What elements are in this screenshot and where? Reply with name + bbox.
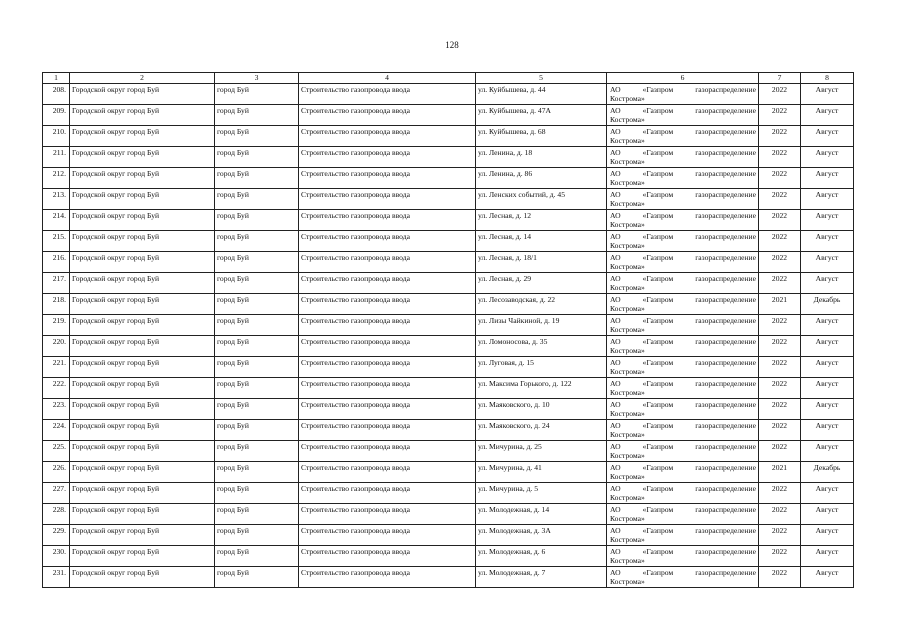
month-cell: Август (801, 126, 854, 147)
month-cell: Август (801, 315, 854, 336)
month-cell: Август (801, 84, 854, 105)
row-number-cell: 229. (43, 525, 70, 546)
district-cell: Городской округ город Буй (70, 252, 215, 273)
district-cell: Городской округ город Буй (70, 378, 215, 399)
district-cell: Городской округ город Буй (70, 567, 215, 588)
header-cell: 6 (607, 73, 759, 84)
work-type-cell: Строительство газопровода ввода (299, 357, 476, 378)
locality-cell: город Буй (215, 147, 299, 168)
organization-cell: АО «Газпром газораспределение Кострома» (607, 357, 759, 378)
table-row (43, 210, 854, 231)
address-cell: ул. Луговая, д. 15 (476, 357, 607, 378)
row-number-cell: 214. (43, 210, 70, 231)
organization-cell: АО «Газпром газораспределение Кострома» (607, 147, 759, 168)
year-cell: 2022 (759, 168, 801, 189)
row-number-cell: 218. (43, 294, 70, 315)
district-cell: Городской округ город Буй (70, 189, 215, 210)
locality-cell: город Буй (215, 525, 299, 546)
district-cell: Городской округ город Буй (70, 105, 215, 126)
row-number-cell: 226. (43, 462, 70, 483)
district-cell: Городской округ город Буй (70, 126, 215, 147)
month-cell: Август (801, 525, 854, 546)
locality-cell: город Буй (215, 441, 299, 462)
year-cell: 2022 (759, 399, 801, 420)
organization-cell: АО «Газпром газораспределение Кострома» (607, 378, 759, 399)
row-number-cell: 215. (43, 231, 70, 252)
locality-cell: город Буй (215, 462, 299, 483)
table-body (43, 84, 854, 588)
address-cell: ул. Лизы Чайкиной, д. 19 (476, 315, 607, 336)
table-row (43, 84, 854, 105)
month-cell: Август (801, 336, 854, 357)
year-cell: 2022 (759, 441, 801, 462)
work-type-cell: Строительство газопровода ввода (299, 126, 476, 147)
organization-cell: АО «Газпром газораспределение Кострома» (607, 546, 759, 567)
row-number-cell: 224. (43, 420, 70, 441)
table-row (43, 441, 854, 462)
row-number-cell: 213. (43, 189, 70, 210)
work-type-cell: Строительство газопровода ввода (299, 147, 476, 168)
row-number-cell: 222. (43, 378, 70, 399)
address-cell: ул. Мичурина, д. 41 (476, 462, 607, 483)
year-cell: 2022 (759, 147, 801, 168)
table-row (43, 231, 854, 252)
month-cell: Август (801, 189, 854, 210)
row-number-cell: 212. (43, 168, 70, 189)
work-type-cell: Строительство газопровода ввода (299, 483, 476, 504)
organization-cell: АО «Газпром газораспределение Кострома» (607, 231, 759, 252)
district-cell: Городской округ город Буй (70, 168, 215, 189)
table-row (43, 189, 854, 210)
row-number-cell: 228. (43, 504, 70, 525)
work-type-cell: Строительство газопровода ввода (299, 504, 476, 525)
row-number-cell: 231. (43, 567, 70, 588)
month-cell: Август (801, 378, 854, 399)
row-number-cell: 209. (43, 105, 70, 126)
year-cell: 2022 (759, 105, 801, 126)
address-cell: ул. Максима Горького, д. 122 (476, 378, 607, 399)
organization-cell: АО «Газпром газораспределение Кострома» (607, 168, 759, 189)
locality-cell: город Буй (215, 189, 299, 210)
month-cell: Декабрь (801, 462, 854, 483)
month-cell: Август (801, 420, 854, 441)
row-number-cell: 221. (43, 357, 70, 378)
district-cell: Городской округ город Буй (70, 441, 215, 462)
locality-cell: город Буй (215, 210, 299, 231)
table-row (43, 357, 854, 378)
month-cell: Август (801, 567, 854, 588)
month-cell: Август (801, 252, 854, 273)
district-cell: Городской округ город Буй (70, 504, 215, 525)
table-row (43, 105, 854, 126)
locality-cell: город Буй (215, 357, 299, 378)
table-row (43, 504, 854, 525)
locality-cell: город Буй (215, 168, 299, 189)
work-type-cell: Строительство газопровода ввода (299, 294, 476, 315)
district-cell: Городской округ город Буй (70, 273, 215, 294)
work-type-cell: Строительство газопровода ввода (299, 420, 476, 441)
work-type-cell: Строительство газопровода ввода (299, 168, 476, 189)
organization-cell: АО «Газпром газораспределение Кострома» (607, 462, 759, 483)
district-cell: Городской округ город Буй (70, 294, 215, 315)
work-type-cell: Строительство газопровода ввода (299, 546, 476, 567)
year-cell: 2022 (759, 252, 801, 273)
district-cell: Городской округ город Буй (70, 315, 215, 336)
address-cell: ул. Мичурина, д. 25 (476, 441, 607, 462)
table-row (43, 336, 854, 357)
locality-cell: город Буй (215, 105, 299, 126)
organization-cell: АО «Газпром газораспределение Кострома» (607, 189, 759, 210)
row-number-cell: 211. (43, 147, 70, 168)
row-number-cell: 227. (43, 483, 70, 504)
address-cell: ул. Лесозаводская, д. 22 (476, 294, 607, 315)
address-cell: ул. Ленина, д. 18 (476, 147, 607, 168)
locality-cell: город Буй (215, 336, 299, 357)
header-cell: 4 (299, 73, 476, 84)
locality-cell: город Буй (215, 231, 299, 252)
row-number-cell: 210. (43, 126, 70, 147)
work-type-cell: Строительство газопровода ввода (299, 231, 476, 252)
locality-cell: город Буй (215, 252, 299, 273)
address-cell: ул. Мичурина, д. 5 (476, 483, 607, 504)
district-cell: Городской округ город Буй (70, 546, 215, 567)
row-number-cell: 223. (43, 399, 70, 420)
header-cell: 2 (70, 73, 215, 84)
address-cell: ул. Лесная, д. 12 (476, 210, 607, 231)
year-cell: 2022 (759, 189, 801, 210)
row-number-cell: 208. (43, 84, 70, 105)
work-type-cell: Строительство газопровода ввода (299, 336, 476, 357)
organization-cell: АО «Газпром газораспределение Кострома» (607, 483, 759, 504)
month-cell: Август (801, 168, 854, 189)
month-cell: Август (801, 546, 854, 567)
row-number-cell: 216. (43, 252, 70, 273)
year-cell: 2022 (759, 84, 801, 105)
table-row (43, 273, 854, 294)
address-cell: ул. Маяковского, д. 10 (476, 399, 607, 420)
row-number-cell: 220. (43, 336, 70, 357)
work-type-cell: Строительство газопровода ввода (299, 399, 476, 420)
organization-cell: АО «Газпром газораспределение Кострома» (607, 399, 759, 420)
work-type-cell: Строительство газопровода ввода (299, 252, 476, 273)
year-cell: 2022 (759, 210, 801, 231)
year-cell: 2022 (759, 567, 801, 588)
year-cell: 2022 (759, 420, 801, 441)
month-cell: Декабрь (801, 294, 854, 315)
address-cell: ул. Молодежная, д. 14 (476, 504, 607, 525)
district-cell: Городской округ город Буй (70, 147, 215, 168)
row-number-cell: 230. (43, 546, 70, 567)
row-number-cell: 217. (43, 273, 70, 294)
month-cell: Август (801, 399, 854, 420)
header-cell: 5 (476, 73, 607, 84)
work-type-cell: Строительство газопровода ввода (299, 210, 476, 231)
page-number: 128 (445, 40, 459, 50)
table-row (43, 126, 854, 147)
table-row (43, 567, 854, 588)
organization-cell: АО «Газпром газораспределение Кострома» (607, 273, 759, 294)
locality-cell: город Буй (215, 504, 299, 525)
district-cell: Городской округ город Буй (70, 357, 215, 378)
work-type-cell: Строительство газопровода ввода (299, 441, 476, 462)
address-cell: ул. Лесная, д. 14 (476, 231, 607, 252)
organization-cell: АО «Газпром газораспределение Кострома» (607, 567, 759, 588)
address-cell: ул. Молодежная, д. 6 (476, 546, 607, 567)
organization-cell: АО «Газпром газораспределение Кострома» (607, 210, 759, 231)
organization-cell: АО «Газпром газораспределение Кострома» (607, 294, 759, 315)
locality-cell: город Буй (215, 315, 299, 336)
address-cell: ул. Лесная, д. 29 (476, 273, 607, 294)
work-type-cell: Строительство газопровода ввода (299, 315, 476, 336)
district-cell: Городской округ город Буй (70, 462, 215, 483)
year-cell: 2021 (759, 462, 801, 483)
year-cell: 2021 (759, 294, 801, 315)
year-cell: 2022 (759, 546, 801, 567)
organization-cell: АО «Газпром газораспределение Кострома» (607, 420, 759, 441)
table-row (43, 483, 854, 504)
table-row (43, 378, 854, 399)
year-cell: 2022 (759, 483, 801, 504)
locality-cell: город Буй (215, 126, 299, 147)
month-cell: Август (801, 441, 854, 462)
month-cell: Август (801, 210, 854, 231)
table-row (43, 147, 854, 168)
organization-cell: АО «Газпром газораспределение Кострома» (607, 105, 759, 126)
work-type-cell: Строительство газопровода ввода (299, 567, 476, 588)
work-type-cell: Строительство газопровода ввода (299, 525, 476, 546)
locality-cell: город Буй (215, 273, 299, 294)
locality-cell: город Буй (215, 420, 299, 441)
work-type-cell: Строительство газопровода ввода (299, 105, 476, 126)
year-cell: 2022 (759, 273, 801, 294)
year-cell: 2022 (759, 336, 801, 357)
district-cell: Городской округ город Буй (70, 210, 215, 231)
address-cell: ул. Молодежная, д. 7 (476, 567, 607, 588)
month-cell: Август (801, 483, 854, 504)
district-cell: Городской округ город Буй (70, 84, 215, 105)
organization-cell: АО «Газпром газораспределение Кострома» (607, 84, 759, 105)
year-cell: 2022 (759, 378, 801, 399)
locality-cell: город Буй (215, 294, 299, 315)
table-row (43, 252, 854, 273)
header-cell: 7 (759, 73, 801, 84)
table-row (43, 525, 854, 546)
table-row (43, 546, 854, 567)
organization-cell: АО «Газпром газораспределение Кострома» (607, 525, 759, 546)
address-cell: ул. Ленина, д. 86 (476, 168, 607, 189)
header-cell: 8 (801, 73, 854, 84)
table-row (43, 168, 854, 189)
row-number-cell: 225. (43, 441, 70, 462)
year-cell: 2022 (759, 126, 801, 147)
work-type-cell: Строительство газопровода ввода (299, 189, 476, 210)
month-cell: Август (801, 273, 854, 294)
year-cell: 2022 (759, 231, 801, 252)
address-cell: ул. Куйбышева, д. 44 (476, 84, 607, 105)
table-row (43, 294, 854, 315)
locality-cell: город Буй (215, 399, 299, 420)
address-cell: ул. Лесная, д. 18/1 (476, 252, 607, 273)
organization-cell: АО «Газпром газораспределение Кострома» (607, 441, 759, 462)
address-cell: ул. Куйбышева, д. 68 (476, 126, 607, 147)
work-type-cell: Строительство газопровода ввода (299, 378, 476, 399)
month-cell: Август (801, 105, 854, 126)
table-row (43, 315, 854, 336)
address-cell: ул. Куйбышева, д. 47А (476, 105, 607, 126)
locality-cell: город Буй (215, 483, 299, 504)
district-cell: Городской округ город Буй (70, 336, 215, 357)
works-table (42, 72, 854, 588)
address-cell: ул. Ленских событий, д. 45 (476, 189, 607, 210)
month-cell: Август (801, 357, 854, 378)
month-cell: Август (801, 147, 854, 168)
organization-cell: АО «Газпром газораспределение Кострома» (607, 126, 759, 147)
locality-cell: город Буй (215, 567, 299, 588)
locality-cell: город Буй (215, 84, 299, 105)
district-cell: Городской округ город Буй (70, 420, 215, 441)
district-cell: Городской округ город Буй (70, 525, 215, 546)
organization-cell: АО «Газпром газораспределение Кострома» (607, 336, 759, 357)
header-cell: 1 (43, 73, 70, 84)
organization-cell: АО «Газпром газораспределение Кострома» (607, 504, 759, 525)
organization-cell: АО «Газпром газораспределение Кострома» (607, 252, 759, 273)
organization-cell: АО «Газпром газораспределение Кострома» (607, 315, 759, 336)
district-cell: Городской округ город Буй (70, 231, 215, 252)
work-type-cell: Строительство газопровода ввода (299, 84, 476, 105)
address-cell: ул. Молодежная, д. 3А (476, 525, 607, 546)
table-row (43, 420, 854, 441)
header-cell: 3 (215, 73, 299, 84)
district-cell: Городской округ город Буй (70, 399, 215, 420)
year-cell: 2022 (759, 525, 801, 546)
district-cell: Городской округ город Буй (70, 483, 215, 504)
year-cell: 2022 (759, 357, 801, 378)
address-cell: ул. Маяковского, д. 24 (476, 420, 607, 441)
month-cell: Август (801, 231, 854, 252)
month-cell: Август (801, 504, 854, 525)
locality-cell: город Буй (215, 546, 299, 567)
table-row (43, 462, 854, 483)
locality-cell: город Буй (215, 378, 299, 399)
year-cell: 2022 (759, 504, 801, 525)
work-type-cell: Строительство газопровода ввода (299, 273, 476, 294)
row-number-cell: 219. (43, 315, 70, 336)
table-row (43, 399, 854, 420)
year-cell: 2022 (759, 315, 801, 336)
work-type-cell: Строительство газопровода ввода (299, 462, 476, 483)
header-row (43, 73, 854, 84)
address-cell: ул. Ломоносова, д. 35 (476, 336, 607, 357)
